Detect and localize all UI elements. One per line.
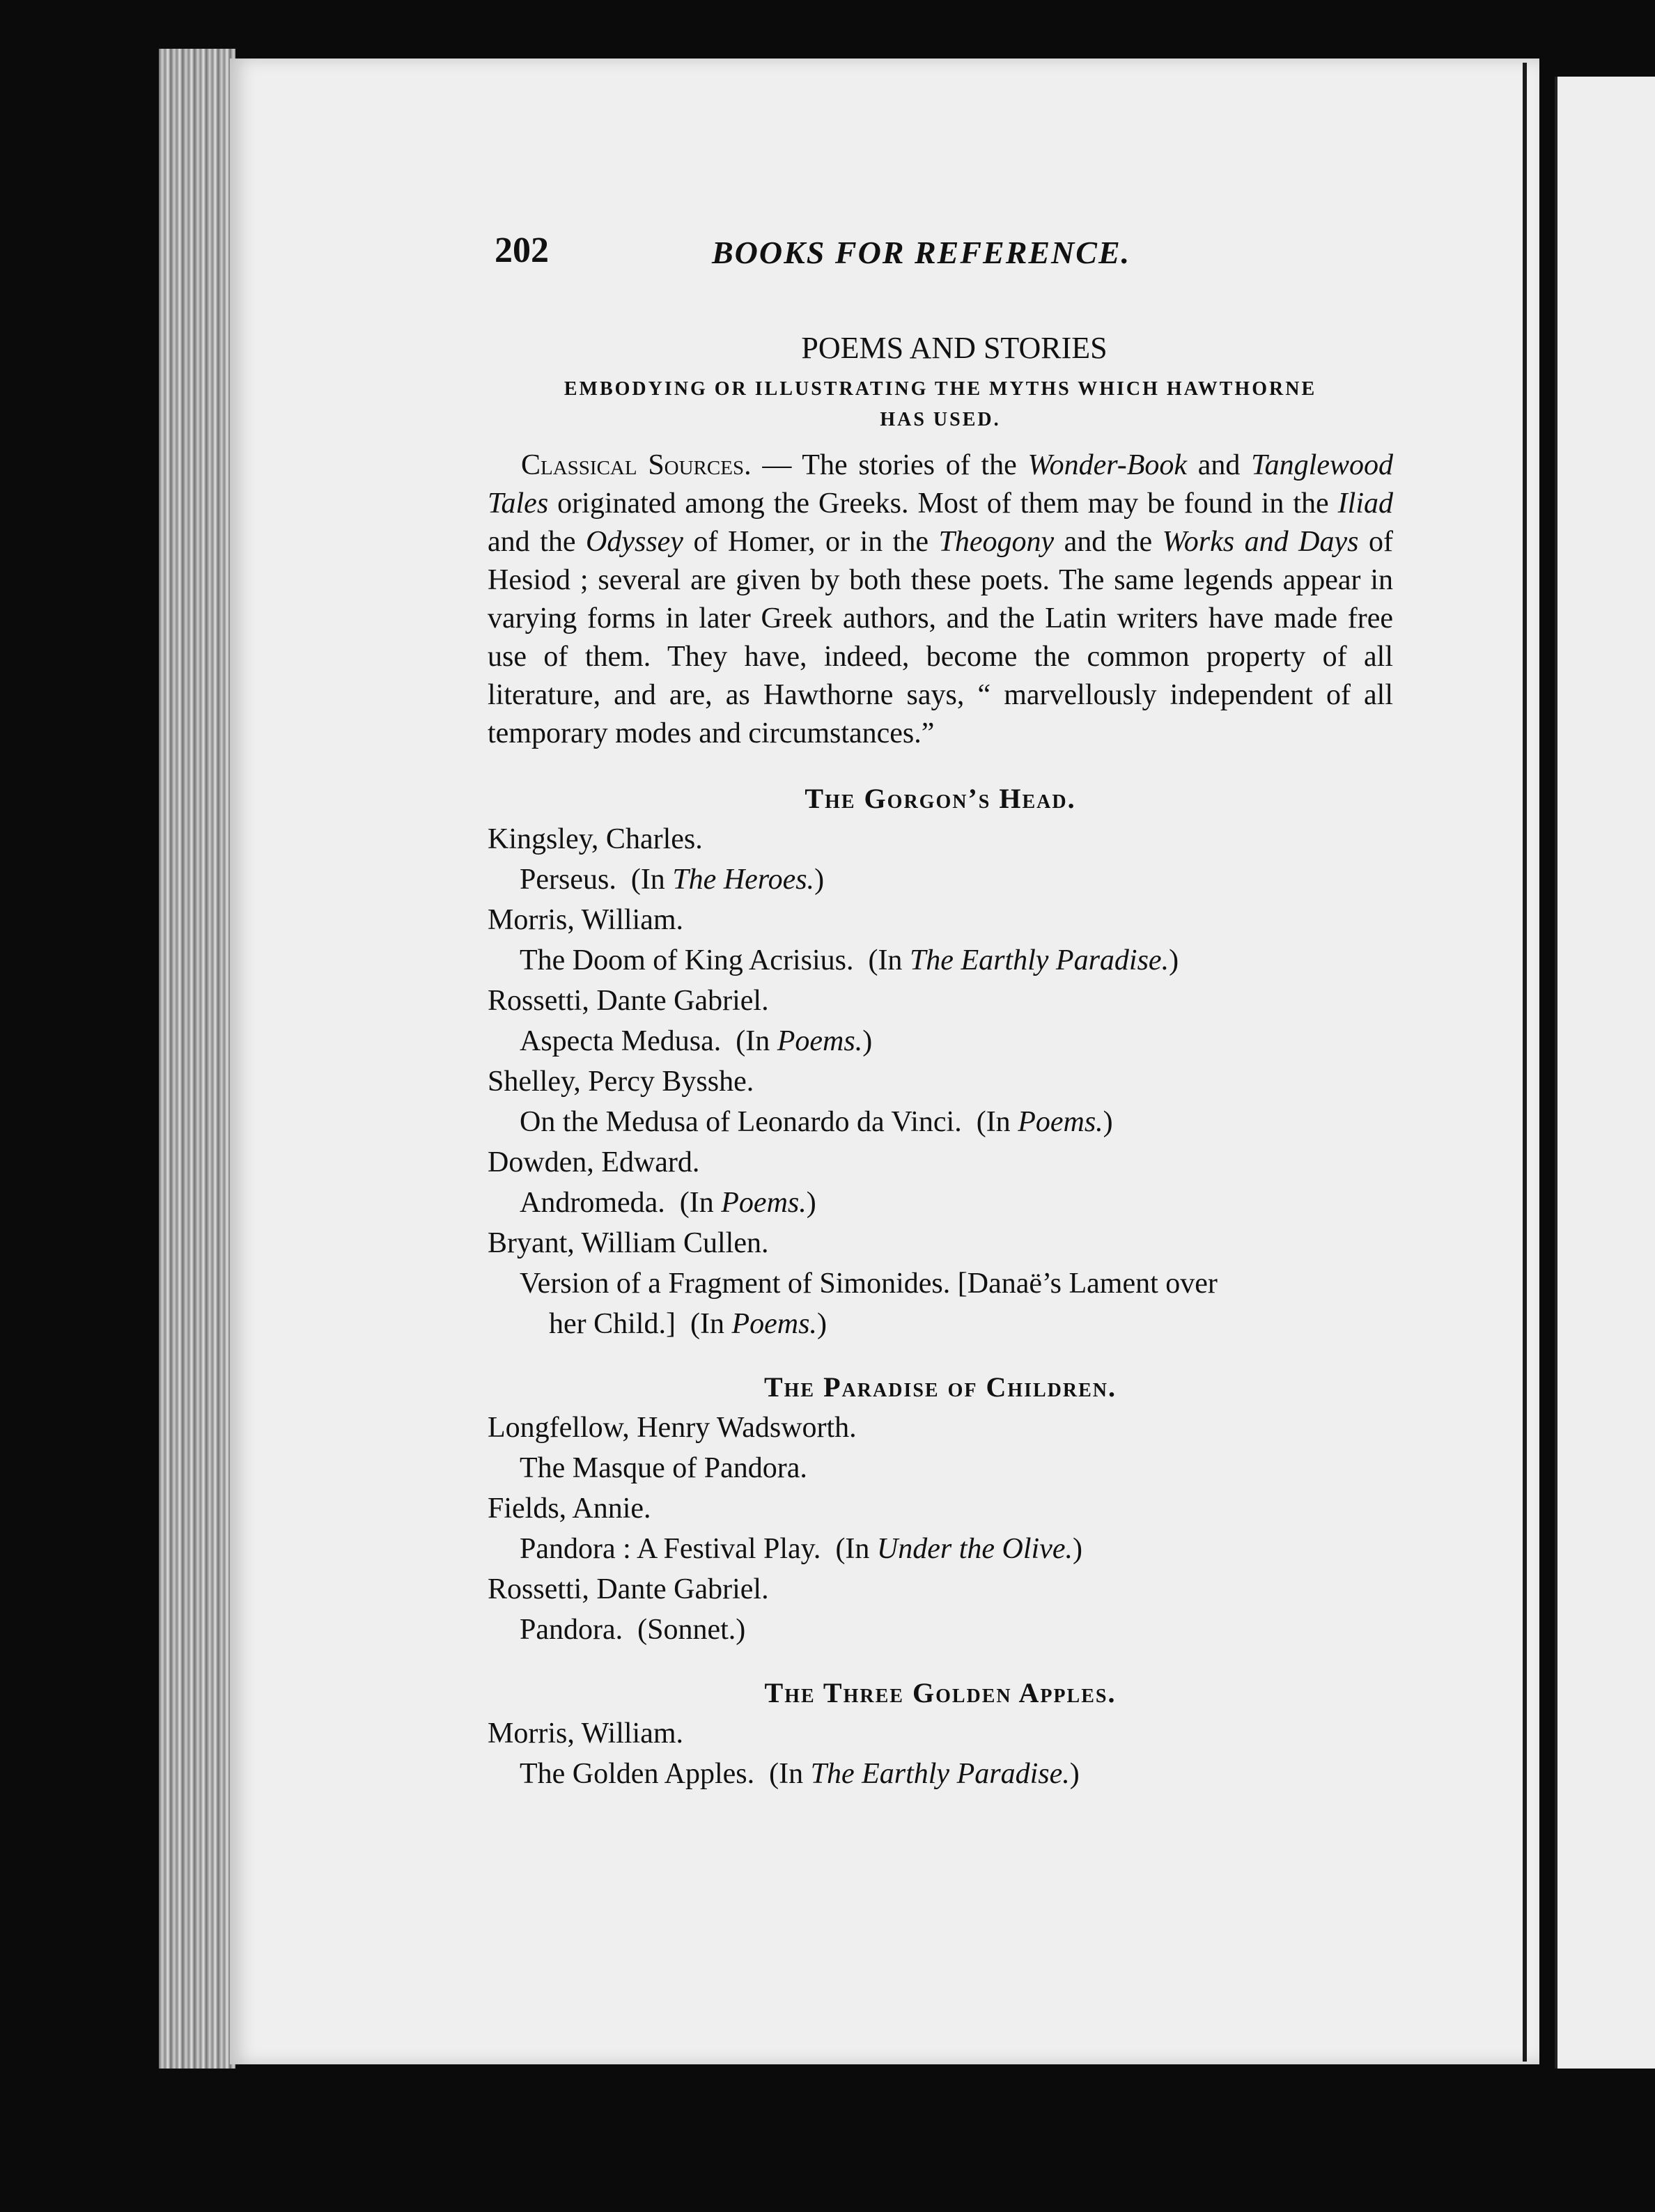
entry-author: Shelley, Percy Bysshe. [488,1066,754,1098]
work-source: The Earthly Paradise. [909,944,1170,976]
work-title-cont-text: her Child.] [549,1308,676,1340]
entry-author: Longfellow, Henry Wadsworth. [488,1412,857,1444]
entry-author: Dowden, Edward. [488,1146,700,1178]
work-source-suffix: ) [1103,1106,1113,1138]
work-source: Poems. [777,1025,863,1057]
work-title: Pandora : A Festival Play. [520,1533,821,1565]
work-title: The Golden Apples. [520,1758,755,1790]
work-source-suffix: ) [1069,1758,1080,1790]
entry-author: Bryant, William Cullen. [488,1227,769,1259]
title-wonder-book: Wonder-Book [1027,449,1188,481]
intro-text: originated among the Greeks. Most of them may be found in the [548,488,1338,520]
bibliography-entry [488,1142,1393,1223]
work-source-suffix: ) [806,1187,816,1219]
work-title: On the Medusa of Leonardo da Vinci. [520,1106,962,1138]
work-title: Version of a Fragment of Simonides. [Danaë’s Lament over [520,1268,1218,1300]
page-header [488,230,1393,286]
entry-author: Rossetti, Dante Gabriel. [488,1573,769,1605]
entry-work [520,1183,1393,1223]
bibliography-entry [488,1569,1393,1650]
intro-text: — The stories of the [751,449,1028,481]
work-title: The Doom of King Acrisius. [520,944,854,976]
work-source-suffix: ) [1073,1533,1083,1565]
entry-work [520,859,1393,900]
work-source-prefix: (In [690,1308,732,1340]
intro-text: and [1187,449,1252,481]
work-source-suffix: ) [862,1025,873,1057]
page-gutter [1523,63,1527,2062]
entry-author: Kingsley, Charles. [488,823,703,855]
work-source-prefix: (In [736,1025,777,1057]
work-source: Poems. [731,1308,817,1340]
page-number: 202 [495,231,549,270]
entry-work [520,1448,1393,1488]
bibliography-entry [488,819,1393,900]
title-tanglewood-tales: Tanglewood Tales [488,449,1393,520]
entry-author: Morris, William. [488,1718,684,1750]
work-source: The Heroes. [672,864,815,896]
entry-work [520,1263,1393,1344]
bibliography-entry [488,1488,1393,1569]
bibliography-entry [488,981,1393,1061]
bibliography-entry [488,900,1393,981]
bibliography-entry [488,1713,1393,1794]
work-source-prefix: (In [769,1758,811,1790]
work-note: (Sonnet.) [637,1614,746,1646]
intro-lead: Classical Sources. [521,449,752,481]
work-source-prefix: (In [976,1106,1018,1138]
myth-heading: The Paradise of Children. [763,1371,1117,1403]
intro-text: and the [1054,526,1163,558]
work-title: Perseus. [520,864,616,896]
work-source-prefix: (In [630,864,673,896]
bibliography-entry [488,1223,1393,1344]
section-subtitle [488,374,1393,435]
work-source: Poems. [1018,1106,1103,1138]
work-source-suffix: ) [814,864,825,896]
facing-page-edge [1555,77,1655,2069]
title-iliad: Iliad [1337,488,1393,520]
title-works-and-days: Works and Days [1162,526,1359,558]
work-title-continued [549,1304,1393,1344]
myth-heading: The Gorgon’s Head. [805,783,1076,814]
entry-author: Morris, William. [488,904,684,936]
section-title: POEMS AND STORIES [801,331,1108,365]
work-source-prefix: (In [868,944,910,976]
work-source: Under the Olive. [876,1533,1073,1565]
subtitle-line-1: EMBODYING OR ILLUSTRATING THE MYTHS WHICH HAWTHORNE [564,378,1317,400]
work-source-suffix: ) [1169,944,1179,976]
subtitle-line-2: HAS USED. [880,409,1001,430]
entry-author: Rossetti, Dante Gabriel. [488,985,769,1017]
work-source-prefix: (In [835,1533,877,1565]
work-title: The Masque of Pandora. [520,1452,807,1484]
entry-work [520,1021,1393,1061]
entry-author: Fields, Annie. [488,1493,651,1525]
running-title: BOOKS FOR REFERENCE. [712,235,1131,270]
work-title: Andromeda. [520,1187,665,1219]
bibliography-entry [488,1408,1393,1488]
intro-text: and the [488,526,586,558]
entry-work [520,1102,1393,1142]
entry-work [520,1529,1393,1569]
work-title: Aspecta Medusa. [520,1025,722,1057]
title-odyssey: Odyssey [586,526,683,558]
work-source-prefix: (In [679,1187,722,1219]
work-source: Poems. [721,1187,807,1219]
intro-text: of Homer, or in the [683,526,939,558]
entry-work [520,1754,1393,1794]
myth-heading: The Three Golden Apples. [764,1677,1117,1708]
intro-text: of Hesiod ; several are given by both these poets. The same legends appear in varying forms in later Greek authors, and the Latin writers have made free use of them. They have, indeed, become the common property of all literature, and are, as Hawthorne says, “ marvellously independent of all temporary modes and circumstances.” [488,526,1394,749]
entry-work [520,940,1393,981]
title-theogony: Theogony [938,526,1055,558]
page-content [488,230,1393,1794]
work-title: Pandora. [520,1614,623,1646]
entry-work [520,1610,1393,1650]
work-source-suffix: ) [816,1308,827,1340]
book-page-edges [159,49,235,2069]
work-source: The Earthly Paradise. [810,1758,1070,1790]
intro-paragraph [488,446,1393,753]
bibliography-entry [488,1061,1393,1142]
